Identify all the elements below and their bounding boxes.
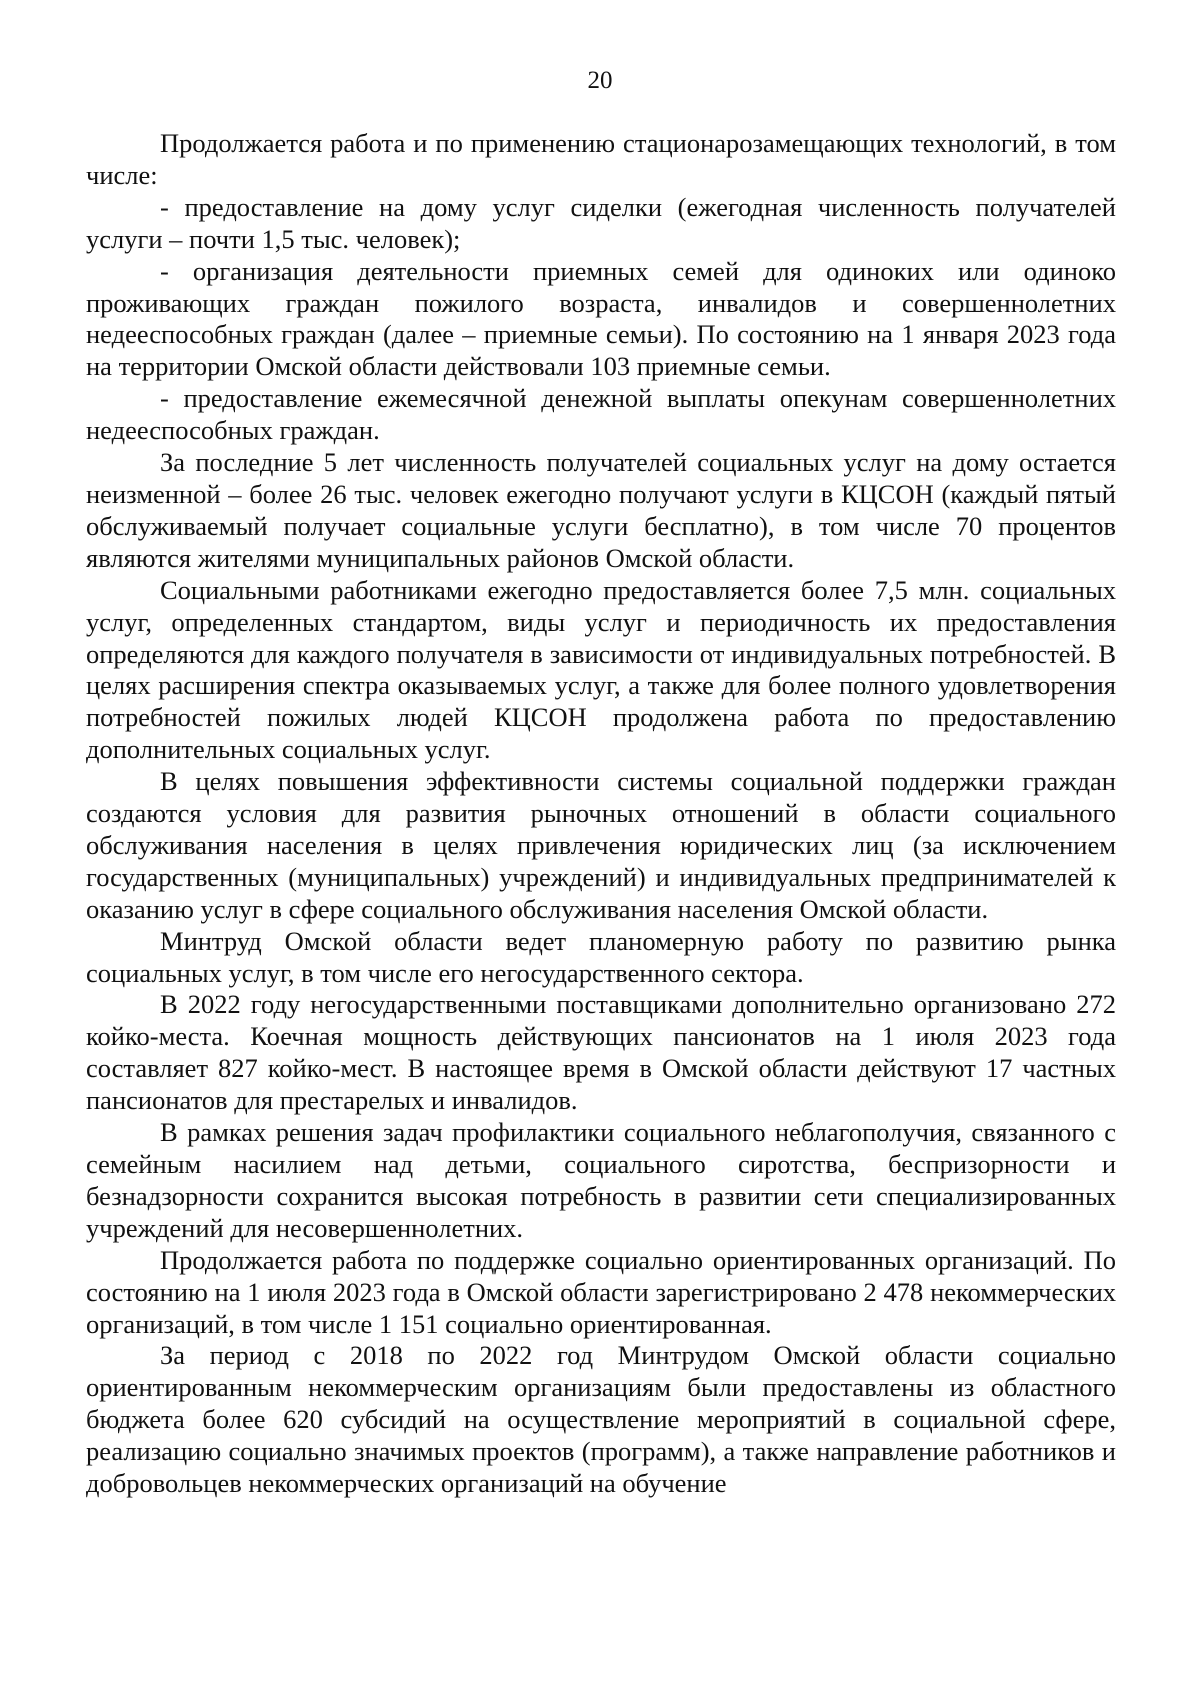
document-body	[86, 128, 1116, 1500]
paragraph-nonprofit-subsidies: За период с 2018 по 2022 год Минтрудом Омской области социально ориентированным некоммерческим организациям были предоставлены из областного бюджета более 620 субсидий на осуществление мероприятий в социальной сфере, реализацию социально значимых проектов (программ), а также направление работников и добровольцев некоммерческих организаций на обучение	[86, 1340, 1116, 1499]
paragraph-private-boarding-houses: В 2022 году негосударственными поставщиками дополнительно организовано 272 койко-места. Коечная мощность действующих пансионатов на 1 июля 2023 года составляет 827 койко-мест. В настоящее время в Омской области действуют 17 частных пансионатов для престарелых и инвалидов.	[86, 989, 1116, 1116]
paragraph-guardian-payments: - предоставление ежемесячной денежной выплаты опекунам совершеннолетних недееспособных граждан.	[86, 383, 1116, 446]
paragraph-home-services-recipients: За последние 5 лет численность получателей социальных услуг на дому остается неизменной – более 26 тыс. человек ежегодно получают услуги в КЦСОН (каждый пятый обслуживаемый получает социальные услуги бесплатно), в том числе 70 процентов являются жителями муниципальных районов Омской области.	[86, 447, 1116, 573]
paragraph-child-welfare: В рамках решения задач профилактики социального неблагополучия, связанного с семейным насилием над детьми, социального сиротства, беспризорности и безнадзорности сохранится высокая потребность в развитии сети специализированных учреждений для несовершеннолетних.	[86, 1117, 1116, 1243]
page-number: 20	[587, 67, 613, 94]
paragraph-substitute-technologies-intro: Продолжается работа и по применению стационарозамещающих технологий, в том числе:	[86, 128, 1116, 190]
paragraph-nonprofit-support: Продолжается работа по поддержке социально ориентированных организаций. По состоянию на 1 июля 2023 года в Омской области зарегистрировано 2 478 некоммерческих организаций, в том числе 1 151 социально ориентированная.	[86, 1244, 1116, 1339]
paragraph-ministry-market-development: Минтруд Омской области ведет планомерную работу по развитию рынка социальных услуг, в том числе его негосударственного сектора.	[86, 925, 1116, 988]
paragraph-social-workers-services: Социальными работниками ежегодно предоставляется более 7,5 млн. социальных услуг, определенных стандартом, виды услуг и периодичность их предоставления определяются для каждого получателя в зависимости от индивидуальных потребностей. В целях расширения спектра оказываемых услуг, а также для более полного удовлетворения потребностей пожилых людей КЦСОН продолжена работа по предоставлению дополнительных социальных услуг.	[86, 574, 1116, 765]
paragraph-market-relations: В целях повышения эффективности системы социальной поддержки граждан создаются условия для развития рыночных отношений в области социального обслуживания населения в целях привлечения юридических лиц (за исключением государственных (муниципальных) учреждений) и индивидуальных предпринимателей к оказанию услуг в сфере социального обслуживания населения Омской области.	[86, 766, 1116, 924]
paragraph-home-nurse-services: - предоставление на дому услуг сиделки (ежегодная численность получателей услуги – почти 1,5 тыс. человек);	[86, 191, 1116, 254]
paragraph-foster-families: - организация деятельности приемных семей для одиноких или одиноко проживающих граждан пожилого возраста, инвалидов и совершеннолетних недееспособных граждан (далее – приемные семьи). По состоянию на 1 января 2023 года на территории Омской области действовали 103 приемные семьи.	[86, 255, 1116, 382]
